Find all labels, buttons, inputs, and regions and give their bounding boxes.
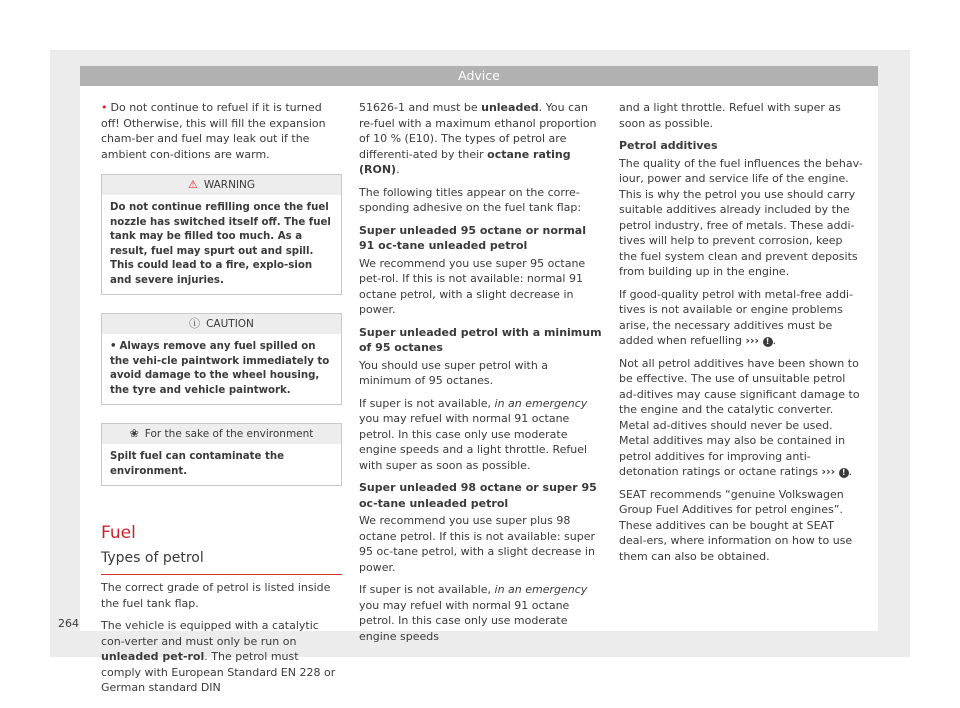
paragraph: We recommend you use super 95 octane pet-rol. If this is not available: normal 91 octane petrol, with a slight decrease in power. bbox=[359, 256, 586, 316]
cross-reference-link[interactable]: ››› bbox=[745, 334, 760, 347]
paragraph: If good-quality petrol with metal-free addi-tives is not available or engine problems arise, the necessary additives must be added when refuelling ››› ! . bbox=[619, 287, 854, 347]
warning-header: ⚠ WARNING bbox=[102, 175, 341, 195]
paragraph: Not all petrol additives have been shown to be effective. The use of unsuitable petrol ad-ditives may cause significant damage to the engine and the catalytic converter. Metal ad-ditives should never be used. Metal additives may also be contained in petrol additives for improving anti-detonation ratings or octane ratings ››› ! . bbox=[619, 356, 860, 478]
paragraph: SEAT recommends “genuine Volkswagen Group Fuel Additives for petrol engines”. These additives can be bought at SEAT deal-ers, where information on how to use them can also be obtained. bbox=[619, 487, 853, 563]
paragraph: and a light throttle. Refuel with super as soon as possible. bbox=[619, 101, 841, 130]
leaf-icon: ❀ bbox=[129, 427, 139, 440]
section-title: Fuel bbox=[101, 523, 136, 543]
paragraph: We recommend you use super plus 98 octane petrol. If this is not available: super 95 oc-tane petrol, with a slight decrease in power. bbox=[359, 514, 595, 574]
column-2 bbox=[359, 100, 602, 651]
caution-header: ⓘ CAUTION bbox=[102, 314, 341, 334]
page-number: 264 bbox=[58, 617, 79, 630]
paragraph: If super is not available, in an emergency you may refuel with normal 91 octane petrol. In this case only use moderate engine speeds bbox=[359, 583, 588, 643]
cross-reference-link[interactable]: ››› bbox=[821, 465, 836, 478]
environment-body: Spilt fuel can contaminate the environment. bbox=[110, 451, 285, 477]
subheading: Super unleaded 98 octane or super 95 oc-tane unleaded petrol bbox=[359, 481, 597, 510]
caution-icon: ⓘ bbox=[189, 317, 201, 330]
subheading: Petrol additives bbox=[619, 139, 718, 152]
paragraph: The quality of the fuel influences the behav-iour, power and service life of the engine. This is why the petrol you use should carry suitable additives already included by the petrol industry, free of metals. These addi-tives will help to prevent corrosion, keep the fuel system clean and prevent deposits from building up in the engine. bbox=[619, 156, 863, 278]
environment-header: ❀ For the sake of the environment bbox=[102, 424, 341, 444]
section-heading bbox=[101, 523, 342, 566]
column-1 bbox=[101, 100, 342, 703]
paragraph: The following titles appear on the corre-sponding adhesive on the fuel tank flap: bbox=[359, 185, 582, 214]
environment-box bbox=[101, 423, 342, 486]
bullet-icon: • bbox=[101, 101, 108, 114]
intro-paragraph: • Do not continue to refuel if it is turned off! Otherwise, this will fill the expansion cham-ber and fuel may leak out if the ambient con-ditions are warm. bbox=[101, 101, 326, 161]
column-3 bbox=[619, 100, 863, 571]
paragraph: The correct grade of petrol is listed inside the fuel tank flap. bbox=[101, 581, 331, 610]
caution-body: • Always remove any fuel spilled on the vehi-cle paintwork immediately to avoid damage to the wheel housing, the tyre and vehicle paintwork. bbox=[110, 341, 330, 396]
warning-body: Do not continue refilling once the fuel nozzle has switched itself off. The fuel tank may be filled too much. As a result, fuel may spurt out and spill. This could lead to a fire, explo-sion and severe injuries. bbox=[110, 202, 331, 286]
manual-page bbox=[80, 66, 878, 694]
warning-icon: ⚠ bbox=[187, 178, 198, 191]
section-subtitle: Types of petrol bbox=[101, 551, 342, 567]
page-header: Advice bbox=[80, 66, 878, 86]
caution-ref-icon: ! bbox=[839, 468, 849, 478]
paragraph: The vehicle is equipped with a catalytic con-verter and must only be run on unleaded pet-rol. The petrol must comply with European Standard EN 228 or German standard DIN bbox=[101, 619, 336, 694]
warning-box bbox=[101, 174, 342, 295]
subheading: Super unleaded 95 octane or normal 91 oc-tane unleaded petrol bbox=[359, 223, 586, 252]
paragraph: You should use super petrol with a minimum of 95 octanes. bbox=[359, 358, 549, 387]
warning-ref-icon: ! bbox=[763, 337, 773, 347]
paragraph: If super is not available, in an emergency you may refuel with normal 91 octane petrol. In this case only use moderate engine speeds and a light throttle. Refuel with super as soon as possible. bbox=[359, 396, 588, 472]
caution-box bbox=[101, 313, 342, 405]
subheading: Super unleaded petrol with a minimum of 95 octanes bbox=[359, 325, 602, 354]
paragraph: 51626-1 and must be unleaded. You can re-fuel with a maximum ethanol proportion of 10 % (E10). The types of petrol are differenti-ated by their octane rating (RON). bbox=[359, 101, 597, 176]
section-rule bbox=[101, 574, 342, 575]
